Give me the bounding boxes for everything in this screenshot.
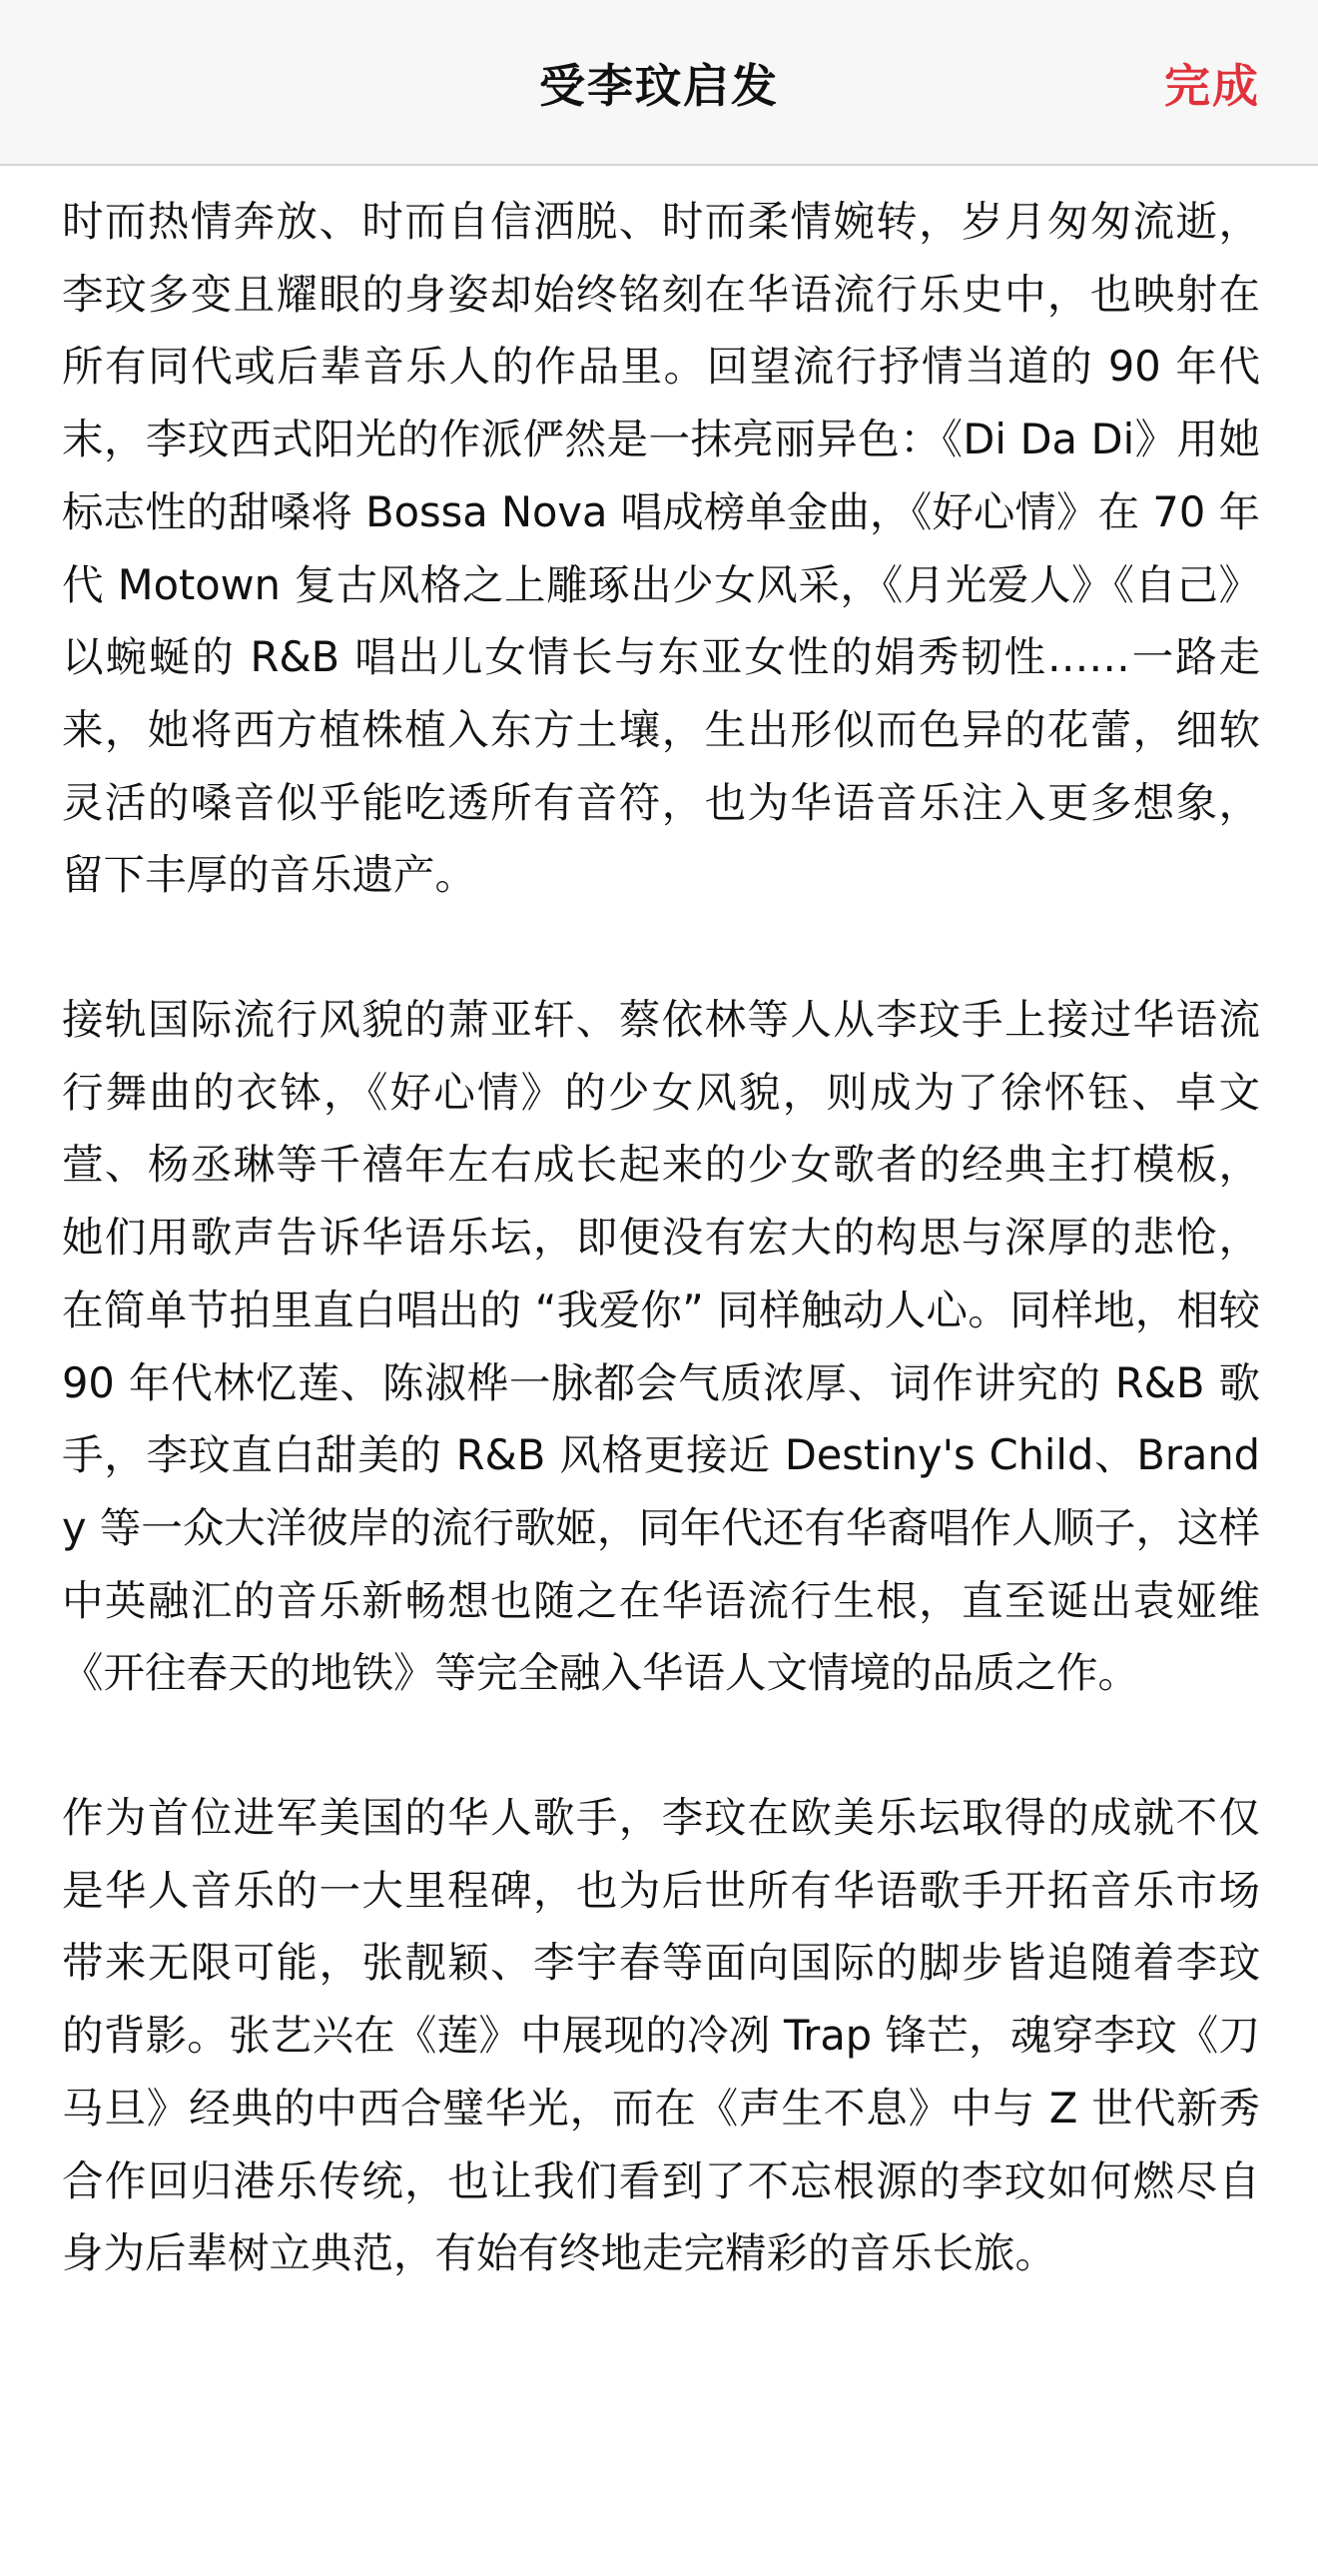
navigation-bar bbox=[0, 0, 1318, 166]
article-paragraph: 接轨国际流行风貌的萧亚轩、蔡依林等人从李玟手上接过华语流行舞曲的衣钵，《好心情》的少女风貌，则成为了徐怀钰、卓文萱、杨丞琳等千禧年左右成长起来的少女歌者的经典主打模板，她们用歌声告诉华语乐坛，即便没有宏大的构思与深厚的悲怆，在简单节拍里直白唱出的 “我爱你” 同样触动人心。同样地，相较 90 年代林忆莲、陈淑桦一脉都会气质浓厚、词作讲究的 R&B 歌手，李玟直白甜美的 R&B 风格更接近 Destiny's Child、Brandy 等一众大洋彼岸的流行歌姬，同年代还有华裔唱作人顺子，这样中英融汇的音乐新畅想也随之在华语流行生根，直至诞出袁娅维《开往春天的地铁》等完全融入华语人文情境的品质之作。 bbox=[62, 995, 1260, 1698]
done-button[interactable]: 完成 bbox=[1164, 59, 1260, 113]
article-paragraph: 作为首位进军美国的华人歌手，李玟在欧美乐坛取得的成就不仅是华人音乐的一大里程碑，也为后世所有华语歌手开拓音乐市场带来无限可能，张靓颖、李宇春等面向国际的脚步皆追随着李玟的背影。张艺兴在《莲》中展现的冷冽 Trap 锋芒，魂穿李玟《刀马旦》经典的中西合璧华光，而在《声生不息》中与 Z 世代新秀合作回归港乐传统，也让我们看到了不忘根源的李玟如何燃尽自身为后辈树立典范，有始有终地走完精彩的音乐长旅。 bbox=[62, 1793, 1260, 2278]
page-title: 受李玟启发 bbox=[539, 59, 779, 113]
article-paragraph: 时而热情奔放、时而自信洒脱、时而柔情婉转，岁月匆匆流逝，李玟多变且耀眼的身姿却始终铭刻在华语流行乐史中，也映射在所有同代或后辈音乐人的作品里。回望流行抒情当道的 90 年代末，李玟西式阳光的作派俨然是一抹亮丽异色：《Di Da Di》用她标志性的甜嗓将 Bossa Nova 唱成榜单金曲，《好心情》在 70 年代 Motown 复古风格之上雕琢出少女风采，《月光爱人》《自己》以蜿蜒的 R&B 唱出儿女情长与东亚女性的娟秀韧性……一路走来，她将西方植株植入东方土壤，生出形似而色异的花蕾，细软灵活的嗓音似乎能吃透所有音符，也为华语音乐注入更多想象，留下丰厚的音乐遗产。 bbox=[62, 197, 1260, 900]
article-body bbox=[62, 186, 1260, 2362]
